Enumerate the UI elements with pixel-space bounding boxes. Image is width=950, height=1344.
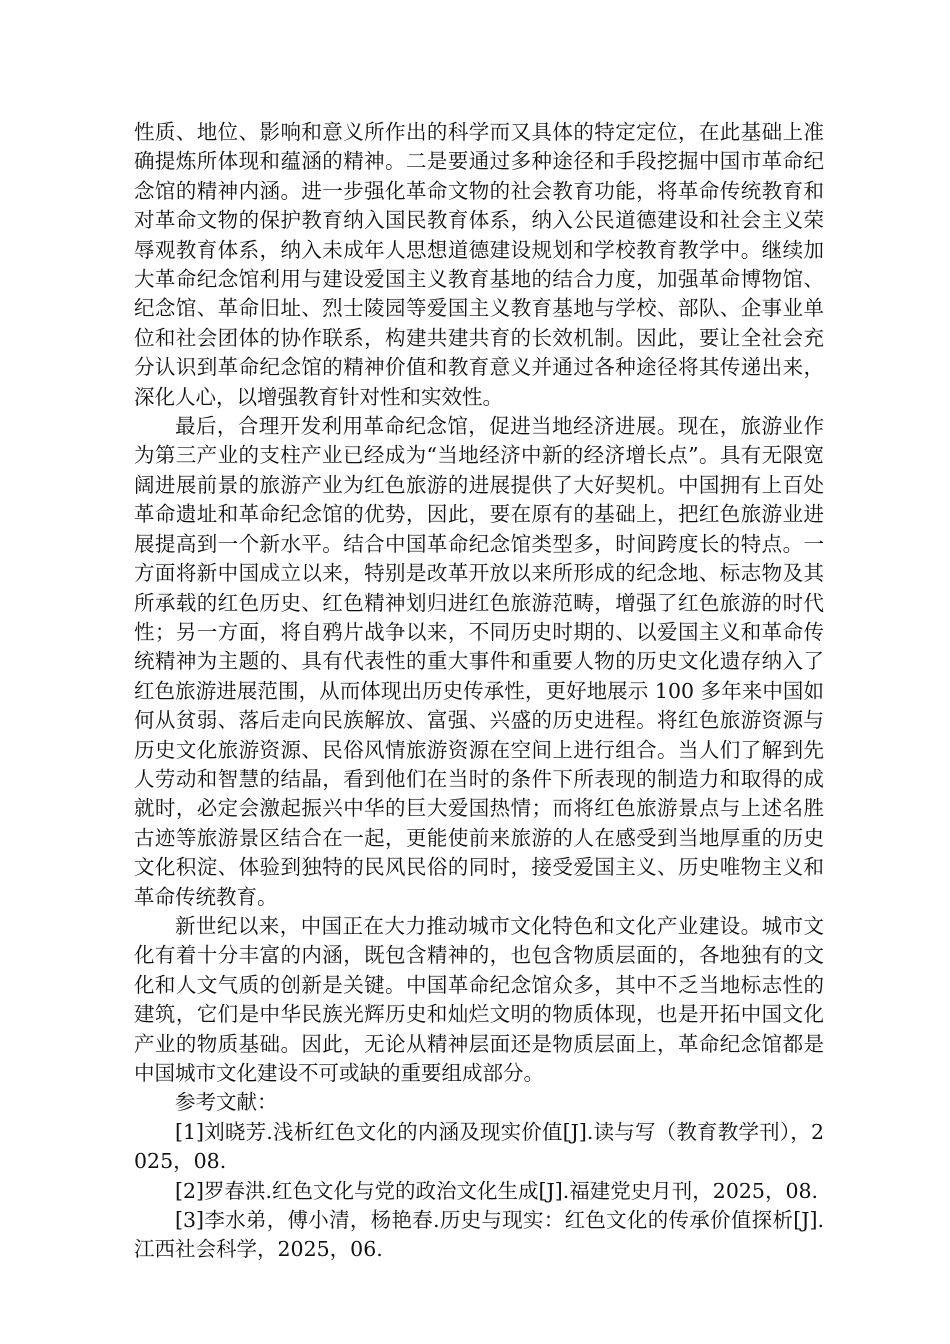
paragraph-continued: 性质、地位、影响和意义所作出的科学而又具体的特定定位，在此基础上准确提炼所体现和蕴涵的精神。二是要通过多种途径和手段挖掘中国市革命纪念馆的精神内涵。进一步强化革命文物的社会教育功能，将革命传统教育和对革命文物的保护教育纳入国民教育体系，纳入公民道德建设和社会主义荣辱观教育体系，纳入未成年人思想道德建设规划和学校教育教学中。继续加大革命纪念馆利用与建设爱国主义教育基地的结合力度，加强革命博物馆、纪念馆、革命旧址、烈士陵园等爱国主义教育基地与学校、部队、企事业单位和社会团体的协作联系，构建共建共育的长效机制。因此，要让全社会充分认识到革命纪念馆的精神价值和教育意义并通过各种途径将其传递出来，深化人心，以增强教育针对性和实效性。 [134, 120, 824, 409]
document-page [134, 118, 824, 1265]
references-heading: 参考文献： [175, 1090, 278, 1115]
references-list [134, 1118, 824, 1265]
reference-item-1: [1]刘晓芳.浅析红色文化的内涵及现实价值[J].读与写（教育教学刊），2025，08. [134, 1119, 824, 1174]
reference-item-2: [2]罗春洪.红色文化与党的政治文化生成[J].福建党史月刊，2025，08. [175, 1178, 819, 1203]
paragraph-urban-culture: 新世纪以来，中国正在大力推动城市文化特色和文化产业建设。城市文化有着十分丰富的内涵，既包含精神的，也包含物质层面的，各地独有的文化和人文气质的创新是关键。中国革命纪念馆众多，其中不乏当地标志性的建筑，它们是中华民族光辉历史和灿烂文明的物质体现，也是开拓中国文化产业的物质基础。因此，无论从精神层面还是物质层面上，革命纪念馆都是中国城市文化建设不可或缺的重要组成部分。 [134, 913, 824, 1085]
paragraph-tourism: 最后，合理开发利用革命纪念馆，促进当地经济进展。现在，旅游业作为第三产业的支柱产业已经成为“当地经济中新的经济增长点”。具有无限宽阔进展前景的旅游产业为红色旅游的进展提供了大好契机。中国拥有上百处革命遗址和革命纪念馆的优势，因此，要在原有的基础上，把红色旅游业进展提高到一个新水平。结合中国革命纪念馆类型多，时间跨度长的特点。一方面将新中国成立以来，特别是改革开放以来所形成的纪念地、标志物及其所承载的红色历史、红色精神划归进红色旅游范畴，增强了红色旅游的时代性；另一方面，将自鸦片战争以来，不同历史时期的、以爱国主义和革命传统精神为主题的、具有代表性的重大事件和重要人物的历史文化遗存纳入了红色旅游进展范围，从而体现出历史传承性，更好地展示 100 多年来中国如何从贫弱、落后走向民族解放、富强、兴盛的历史进程。将红色旅游资源与历史文化旅游资源、民俗风情旅游资源在空间上进行组合。当人们了解到先人劳动和智慧的结晶，看到他们在当时的条件下所表现的制造力和取得的成就时，必定会激起振兴中华的巨大爱国热情；而将红色旅游景点与上述名胜古迹等旅游景区结合在一起，更能使前来旅游的人在感受到当地厚重的历史文化积淀、体验到独特的民风民俗的同时，接受爱国主义、历史唯物主义和革命传统教育。 [134, 414, 824, 909]
reference-item-3: [3]李水弟，傅小清，杨艳春.历史与现实：红色文化的传承价值探析[J].江西社会科学，2025，06. [134, 1208, 824, 1262]
